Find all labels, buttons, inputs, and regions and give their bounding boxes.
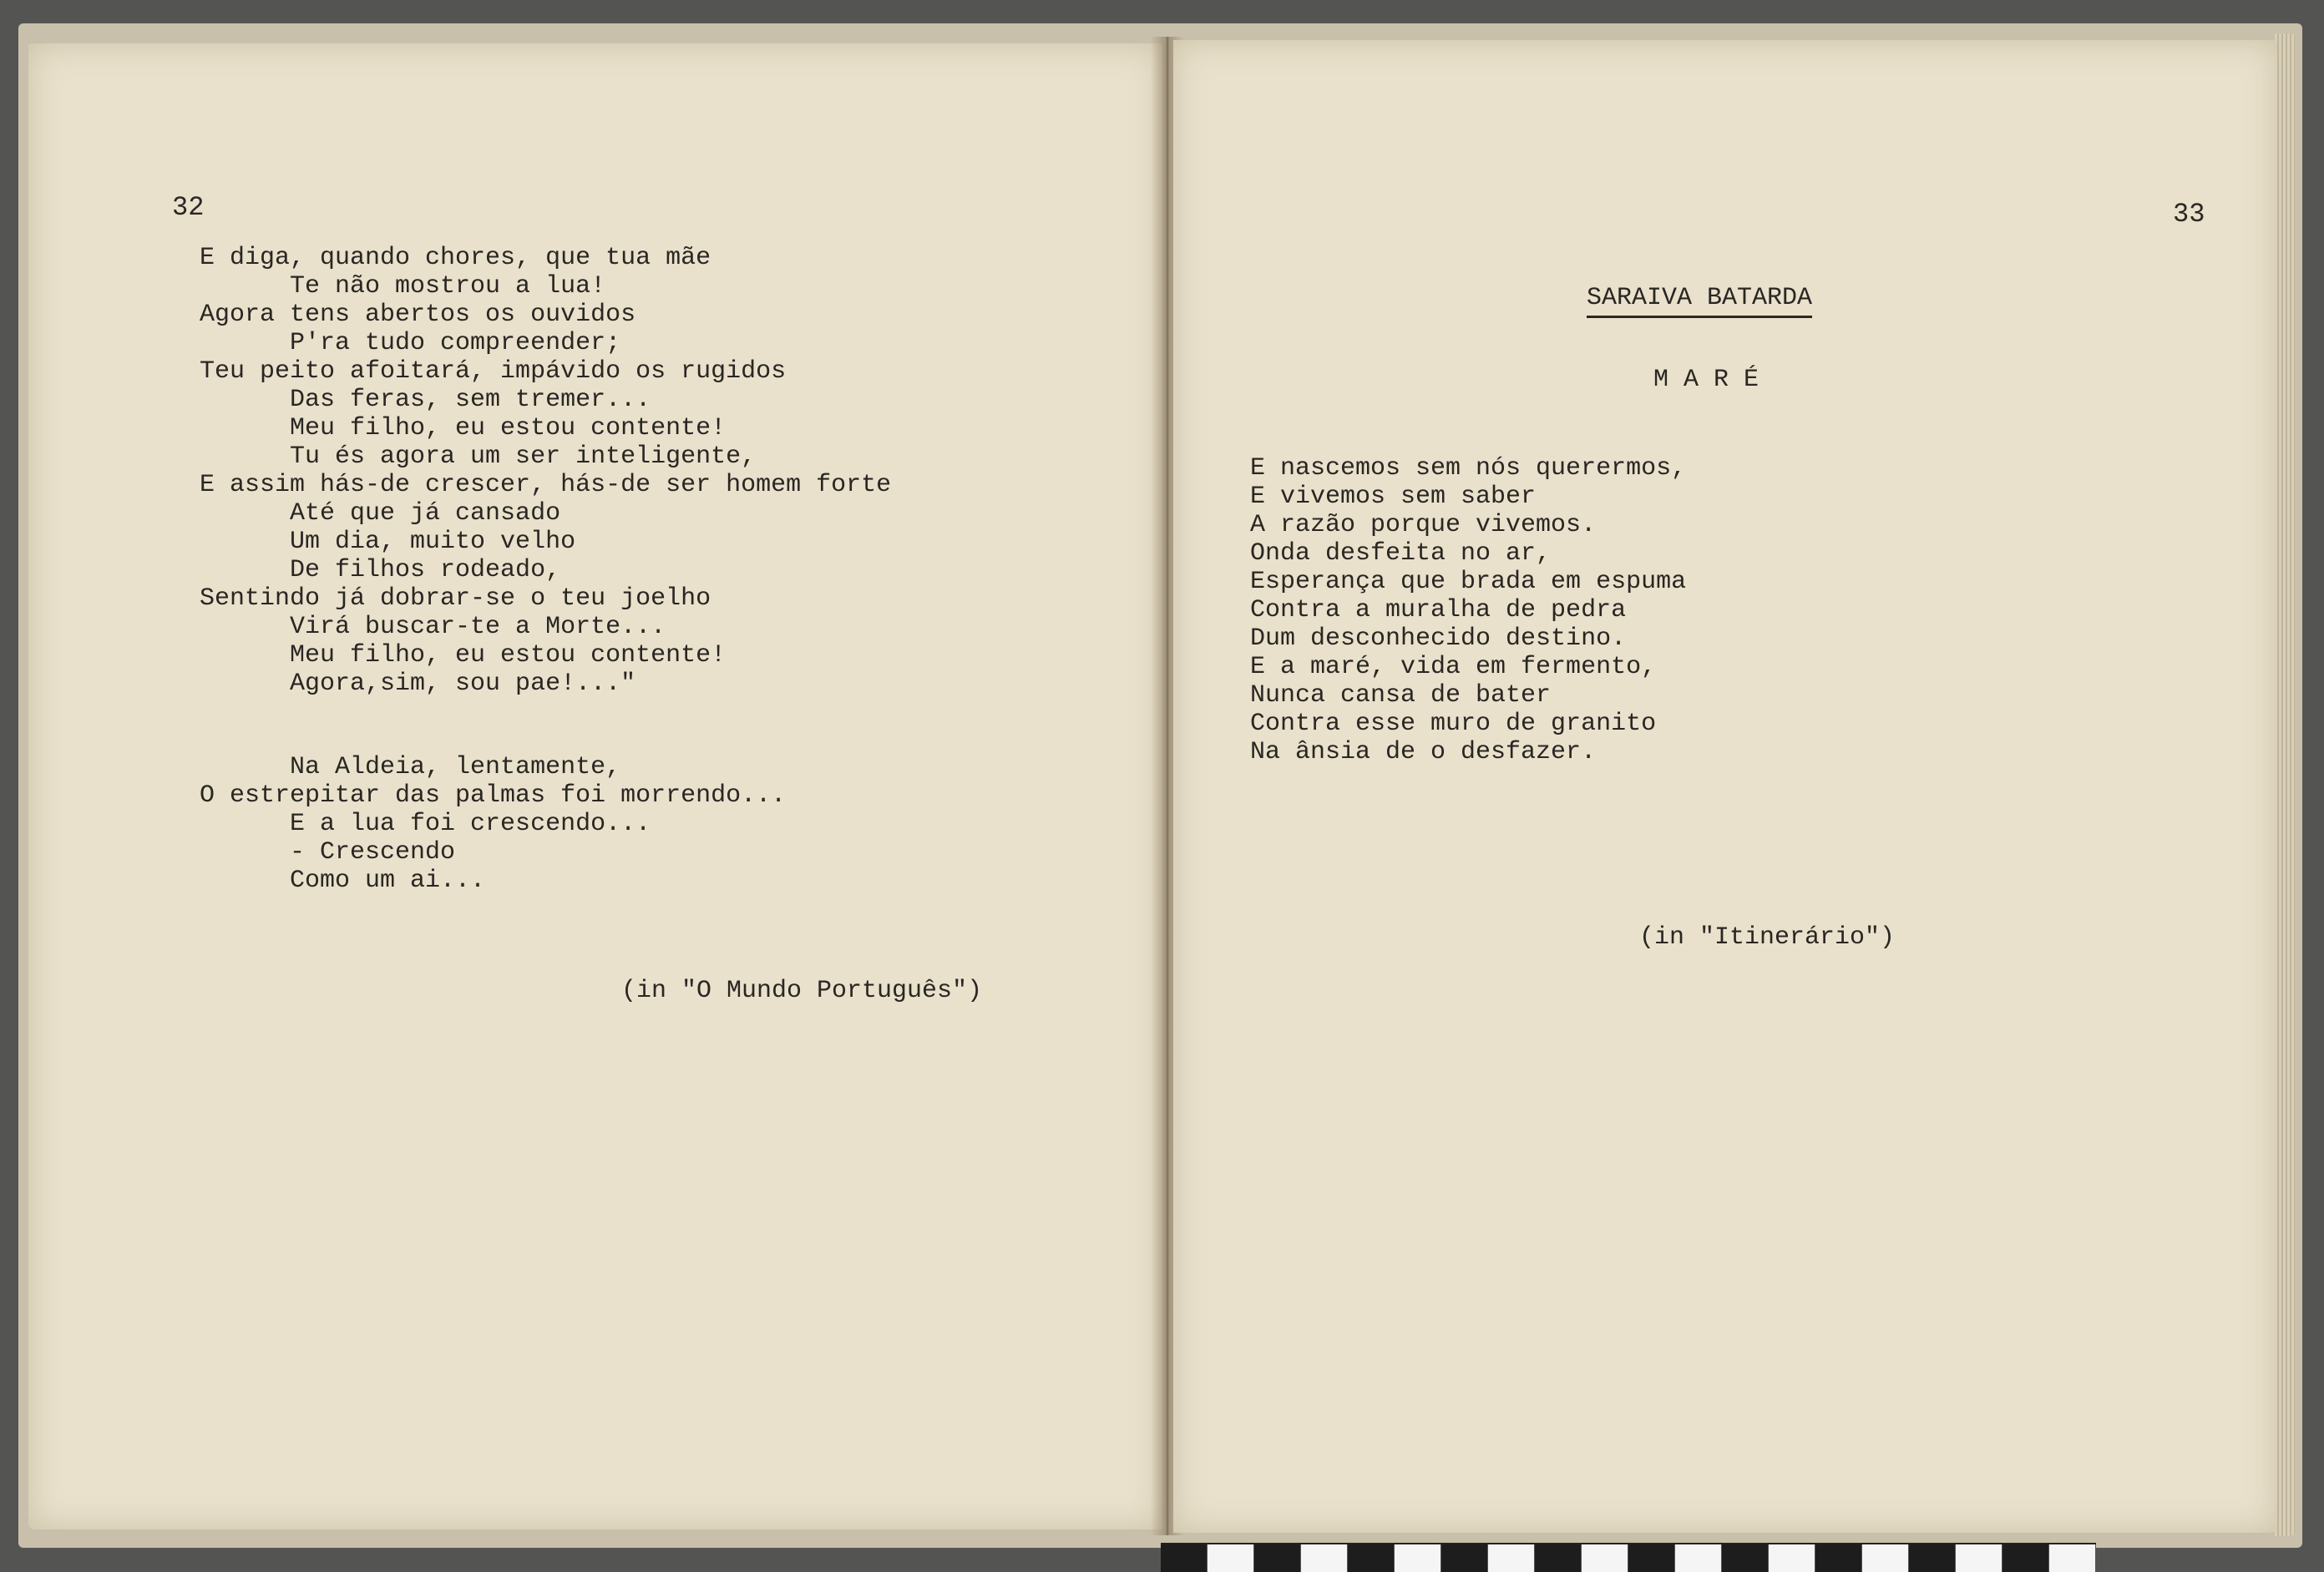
poem-line: Até que já cansado	[200, 499, 561, 528]
right-source-citation: (in "Itinerário")	[1639, 923, 1896, 952]
poem-line: E a lua foi crescendo...	[200, 810, 651, 838]
poem-line: Agora,sim, sou pae!..."	[200, 670, 636, 698]
poem-line: Tu és agora um ser inteligente,	[200, 442, 757, 471]
poem-line: Sentindo já dobrar-se o teu joelho	[200, 584, 711, 613]
poem-line: Onda desfeita no ar,	[1250, 539, 1552, 568]
left-page	[28, 43, 1162, 1529]
author-heading: SARAIVA BATARDA	[1587, 284, 1812, 318]
poem-line: De filhos rodeado,	[200, 556, 561, 584]
poem-line: Contra a muralha de pedra	[1250, 596, 1627, 624]
left-poem-stanza-2	[200, 753, 786, 895]
poem-line: P'ra tudo compreender;	[200, 329, 621, 357]
colour-scale-ruler	[1161, 1543, 2096, 1572]
poem-line: Meu filho, eu estou contente!	[200, 641, 727, 670]
left-poem-stanza-1	[200, 244, 891, 698]
right-page	[1173, 40, 2277, 1533]
poem-line: Agora tens abertos os ouvidos	[200, 301, 636, 329]
poem-line: Dum desconhecido destino.	[1250, 624, 1627, 653]
poem-line: Na Aldeia, lentamente,	[200, 753, 621, 781]
poem-line: E assim hás-de crescer, hás-de ser homem forte	[200, 471, 892, 499]
poem-line: E nascemos sem nós querermos,	[1250, 454, 1687, 483]
poem-title: M A R É	[1653, 366, 1759, 394]
poem-line: E a maré, vida em fermento,	[1250, 653, 1657, 681]
left-source-citation: (in "O Mundo Português")	[621, 977, 983, 1005]
right-poem-body	[1250, 454, 1686, 766]
poem-line: Te não mostrou a lua!	[200, 272, 606, 301]
right-page-number: 33	[2173, 199, 2205, 230]
poem-line: Um dia, muito velho	[200, 528, 576, 556]
poem-line: Como um ai...	[200, 867, 486, 895]
poem-line: Na ânsia de o desfazer.	[1250, 738, 1597, 766]
poem-line: Nunca cansa de bater	[1250, 681, 1552, 710]
poem-line: Meu filho, eu estou contente!	[200, 414, 727, 442]
poem-line: - Crescendo	[200, 838, 456, 867]
poem-line: Teu peito afoitará, impávido os rugidos	[200, 357, 787, 386]
poem-line: Virá buscar-te a Morte...	[200, 613, 666, 641]
poem-line: O estrepitar das palmas foi morrendo...	[200, 781, 787, 810]
page-edge-stack	[2275, 33, 2295, 1536]
poem-line: E diga, quando chores, que tua mãe	[200, 244, 711, 272]
poem-line: E vivemos sem saber	[1250, 483, 1537, 511]
poem-line: A razão porque vivemos.	[1250, 511, 1597, 539]
left-page-number: 32	[172, 192, 205, 223]
poem-line: Das feras, sem tremer...	[200, 386, 651, 414]
poem-line: Esperança que brada em espuma	[1250, 568, 1687, 596]
poem-line: Contra esse muro de granito	[1250, 710, 1657, 738]
